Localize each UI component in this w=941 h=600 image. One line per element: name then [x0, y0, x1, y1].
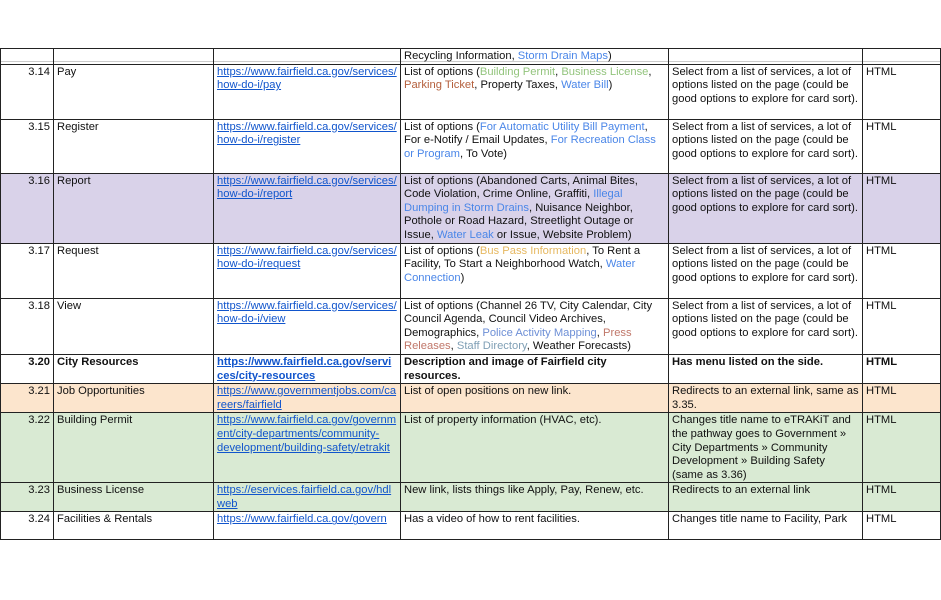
- description-cell[interactable]: [401, 483, 669, 512]
- url-cell[interactable]: [214, 173, 401, 243]
- linked-option-text: For Recreation Class or Program: [404, 134, 656, 160]
- description-text: List of options (: [404, 65, 480, 78]
- row-number-cell[interactable]: 3.15: [1, 119, 54, 173]
- row-number-cell[interactable]: 3.22: [1, 413, 54, 483]
- row-number-cell[interactable]: 3.23: [1, 483, 54, 512]
- page-name-cell[interactable]: View: [54, 298, 214, 354]
- url-cell[interactable]: [214, 243, 401, 298]
- description-text: Has a video of how to rent facilities.: [404, 513, 580, 526]
- notes-cell[interactable]: Select from a list of services, a lot of options listed on the page (could be good options to explore for card sort).: [669, 119, 863, 173]
- description-text: or Issue, Website Problem): [493, 228, 632, 241]
- type-cell[interactable]: HTML: [863, 64, 941, 119]
- description-text: , Weather Forecasts): [526, 340, 631, 353]
- table-row: [1, 243, 941, 298]
- description-cell[interactable]: [401, 49, 669, 65]
- url-link[interactable]: https://www.fairfield.ca.gov/services/how-do-i/register: [217, 120, 397, 147]
- type-cell[interactable]: HTML: [863, 354, 941, 383]
- url-link[interactable]: https://eservices.fairfield.ca.gov/hdlweb: [217, 484, 392, 510]
- linked-option-text: Storm Drain Maps: [517, 50, 608, 62]
- description-text: ): [460, 271, 465, 284]
- description-cell[interactable]: [401, 243, 669, 298]
- row-number-cell[interactable]: 3.16: [1, 173, 54, 243]
- description-text: , To Rent a Facility, To Start a Neighborhood Watch,: [404, 244, 641, 271]
- url-cell[interactable]: [214, 384, 401, 413]
- linked-option-text: For Automatic Utility Bill Payment: [479, 120, 645, 133]
- table-row: [1, 64, 941, 119]
- description-cell[interactable]: [401, 354, 669, 383]
- url-cell[interactable]: [214, 119, 401, 173]
- url-link[interactable]: https://www.governmentjobs.com/careers/fairfield: [217, 385, 397, 411]
- description-text: Recycling Information,: [404, 50, 518, 62]
- type-cell[interactable]: [863, 49, 941, 65]
- linked-option-text: Water Leak: [436, 228, 494, 241]
- url-link[interactable]: https://www.fairfield.ca.gov/services/how-do-i/view: [217, 299, 397, 326]
- type-cell[interactable]: HTML: [863, 173, 941, 243]
- table-row: [1, 298, 941, 354]
- notes-cell[interactable]: Select from a list of services, a lot of options listed on the page (could be good options to explore for card sort).: [669, 64, 863, 119]
- notes-cell[interactable]: Has menu listed on the side.: [669, 354, 863, 383]
- url-link[interactable]: https://www.fairfield.ca.gov/govern: [217, 513, 387, 526]
- linked-option-text: Building Permit: [479, 65, 556, 78]
- description-cell[interactable]: [401, 512, 669, 540]
- linked-option-text: Business License: [561, 65, 649, 78]
- type-cell[interactable]: HTML: [863, 298, 941, 354]
- linked-option-text: Bus Pass Information: [479, 244, 587, 257]
- description-text: , To Vote): [459, 147, 508, 160]
- type-cell[interactable]: HTML: [863, 413, 941, 483]
- linked-option-text: Police Activity Mapping: [482, 326, 597, 339]
- description-text: ,: [596, 326, 603, 339]
- description-text: New link, lists things like Apply, Pay, Renew, etc.: [404, 484, 644, 497]
- type-cell[interactable]: HTML: [863, 384, 941, 413]
- row-number-cell[interactable]: 3.14: [1, 64, 54, 119]
- row-number-cell[interactable]: 3.21: [1, 384, 54, 413]
- spreadsheet-table: [0, 48, 941, 540]
- description-text: List of options (: [404, 120, 480, 133]
- page-name-cell[interactable]: City Resources: [54, 354, 214, 383]
- notes-cell[interactable]: Select from a list of services, a lot of options listed on the page (could be good options to explore for card sort).: [669, 298, 863, 354]
- url-cell[interactable]: [214, 49, 401, 65]
- type-cell[interactable]: HTML: [863, 119, 941, 173]
- table-row: [1, 512, 941, 540]
- row-number-cell[interactable]: 3.17: [1, 243, 54, 298]
- table-row: [1, 173, 941, 243]
- description-text: List of options (: [404, 244, 480, 257]
- description-cell[interactable]: [401, 64, 669, 119]
- notes-cell[interactable]: Redirects to an external link, same as 3.35.: [669, 384, 863, 413]
- row-number-cell[interactable]: 3.24: [1, 512, 54, 540]
- row-number-cell[interactable]: [1, 49, 54, 65]
- page-name-cell[interactable]: Request: [54, 243, 214, 298]
- description-cell[interactable]: [401, 119, 669, 173]
- description-text: ,: [648, 65, 652, 78]
- description-text: ,: [555, 65, 562, 78]
- url-cell[interactable]: [214, 512, 401, 540]
- url-cell[interactable]: [214, 413, 401, 483]
- description-cell[interactable]: [401, 413, 669, 483]
- description-text: List of options (Channel 26 TV, City Calendar, City Council Agenda, Council Video Archives, Demographics,: [404, 299, 653, 339]
- table-row: [1, 354, 941, 383]
- description-cell[interactable]: [401, 384, 669, 413]
- page-name-cell[interactable]: Facilities & Rentals: [54, 512, 214, 540]
- description-text: , Property Taxes,: [474, 79, 562, 92]
- type-cell[interactable]: HTML: [863, 243, 941, 298]
- linked-option-text: Water Bill: [561, 79, 609, 92]
- row-number-cell[interactable]: 3.18: [1, 298, 54, 354]
- notes-cell[interactable]: Select from a list of services, a lot of options listed on the page (could be good options to explore for card sort).: [669, 243, 863, 298]
- page-name-cell[interactable]: Pay: [54, 64, 214, 119]
- page-name-cell[interactable]: Business License: [54, 483, 214, 512]
- linked-option-text: Water Connection: [404, 258, 636, 284]
- url-cell[interactable]: [214, 354, 401, 383]
- table-row: [1, 49, 941, 65]
- description-text: ): [607, 50, 612, 62]
- url-link[interactable]: https://www.fairfield.ca.gov/government/city-departments/community-development/building-safety/etrakit: [217, 414, 397, 454]
- row-number-cell[interactable]: 3.20: [1, 354, 54, 383]
- description-text: , Nuisance Neighbor, Pothole or Road Hazard, Streetlight Outage or Issue,: [404, 201, 634, 241]
- notes-cell[interactable]: Changes title name to eTRAKiT and the pathway goes to Government » City Departments » Community Development » Building Safety (same as 3.36): [669, 413, 863, 483]
- page-name-cell[interactable]: Building Permit: [54, 413, 214, 483]
- notes-cell[interactable]: Redirects to an external link: [669, 483, 863, 512]
- description-text: List of property information (HVAC, etc).: [404, 414, 602, 427]
- url-cell[interactable]: [214, 64, 401, 119]
- url-link[interactable]: https://www.fairfield.ca.gov/services/how-do-i/report: [217, 174, 397, 201]
- table-row: [1, 413, 941, 483]
- notes-cell[interactable]: Changes title name to Facility, Park: [669, 512, 863, 540]
- spreadsheet: [0, 50, 940, 531]
- linked-option-text: Staff Directory: [456, 340, 527, 353]
- page-name-cell[interactable]: Job Opportunities: [54, 384, 214, 413]
- url-cell[interactable]: [214, 298, 401, 354]
- type-cell[interactable]: HTML: [863, 512, 941, 540]
- description-cell[interactable]: [401, 298, 669, 354]
- description-text: , For e-Notify / Email Updates,: [404, 120, 648, 147]
- url-link[interactable]: https://www.fairfield.ca.gov/services/how-do-i/pay: [217, 65, 397, 92]
- description-text: List of options (Abandoned Carts, Animal Bites, Code Violation, Crime Online, Graffiti,: [404, 174, 638, 201]
- table-row: [1, 483, 941, 512]
- description-text: ,: [450, 340, 457, 353]
- url-link[interactable]: https://www.fairfield.ca.gov/services/city-resources: [217, 355, 392, 382]
- page-name-cell[interactable]: [54, 49, 214, 65]
- description-cell[interactable]: [401, 173, 669, 243]
- type-cell[interactable]: HTML: [863, 483, 941, 512]
- url-link[interactable]: https://www.fairfield.ca.gov/services/how-do-i/request: [217, 244, 397, 271]
- table-row: [1, 384, 941, 413]
- description-text: List of open positions on new link.: [404, 385, 572, 398]
- url-cell[interactable]: [214, 483, 401, 512]
- page-name-cell[interactable]: Report: [54, 173, 214, 243]
- linked-option-text: Illegal Dumping in Storm Drains: [404, 188, 623, 214]
- table-row: [1, 119, 941, 173]
- description-text: Description and image of Fairfield city resources.: [404, 355, 607, 382]
- description-text: ): [608, 79, 613, 92]
- page-name-cell[interactable]: Register: [54, 119, 214, 173]
- linked-option-text: Press Releases: [404, 326, 632, 353]
- notes-cell[interactable]: [669, 49, 863, 65]
- linked-option-text: Parking Ticket: [404, 79, 475, 92]
- notes-cell[interactable]: Select from a list of services, a lot of options listed on the page (could be good options to explore for card sort).: [669, 173, 863, 243]
